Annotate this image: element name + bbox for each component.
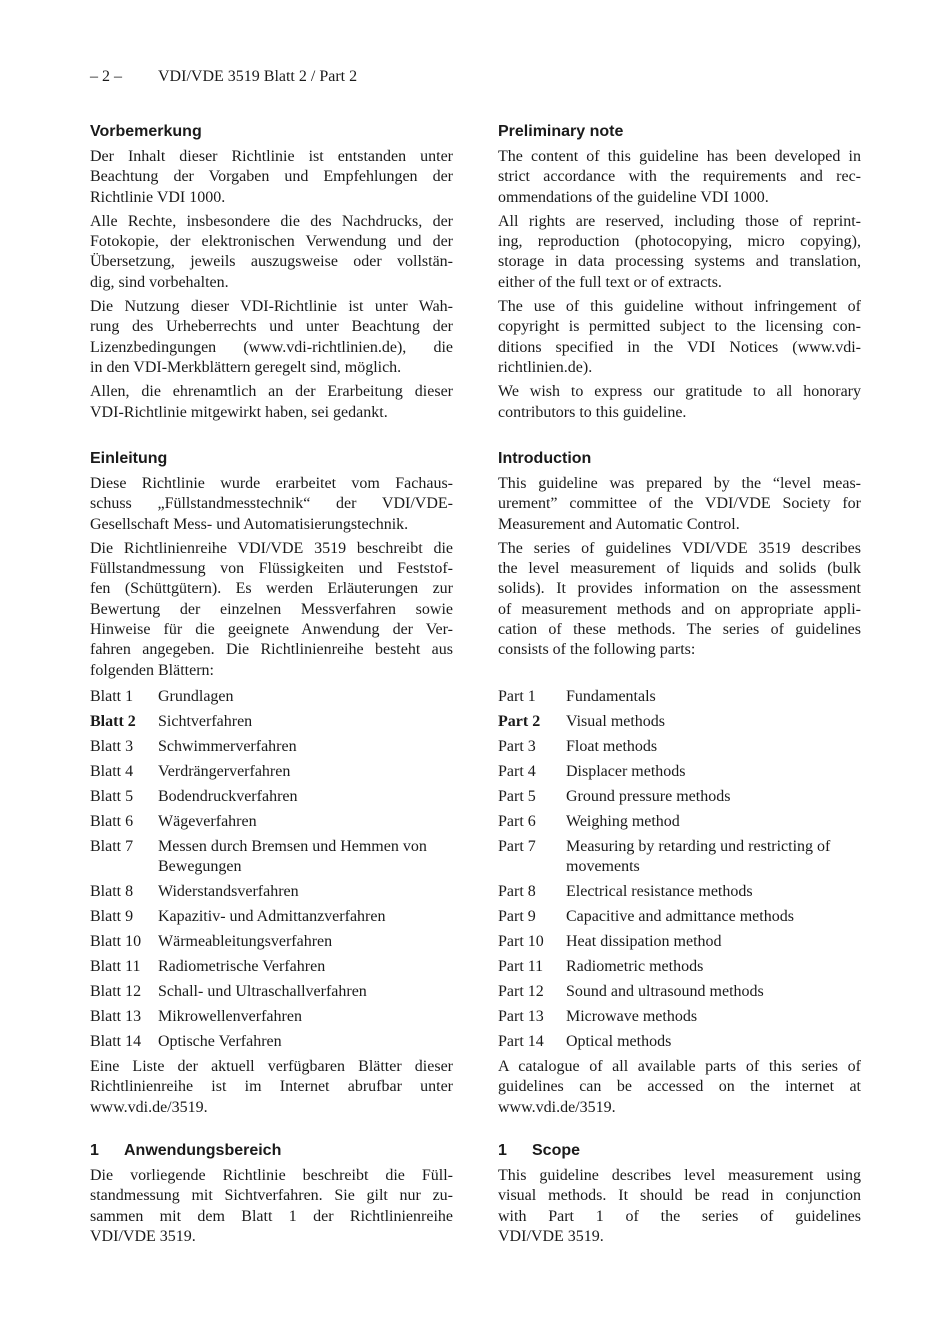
text-line: guidelines can be accessed on the internet at — [498, 1078, 861, 1096]
part-label: Part 7 — [498, 837, 536, 855]
part-label: Part 11 — [498, 958, 544, 976]
section-heading — [90, 449, 453, 469]
list-item — [90, 712, 453, 732]
section-heading — [90, 1141, 453, 1161]
list-item — [498, 957, 861, 977]
part-label: Blatt 10 — [90, 933, 142, 951]
list-item — [498, 1032, 861, 1052]
section-heading — [498, 1141, 861, 1161]
list-item — [90, 882, 453, 902]
paragraph — [90, 212, 453, 293]
section-scope — [498, 1141, 861, 1251]
text-line: solids). It provides information on the assessment — [498, 580, 861, 598]
part-title: Radiometrische Verfahren — [158, 958, 326, 976]
paragraph — [498, 382, 861, 423]
paragraph — [498, 1166, 861, 1247]
section-title: Anwendungsbereich — [124, 1142, 282, 1159]
text-line: Eine Liste der aktuell verfügbaren Blätter dieser — [90, 1058, 453, 1075]
paragraph — [498, 539, 861, 661]
section-heading — [90, 122, 453, 142]
section-title: Preliminary note — [498, 123, 624, 140]
list-item — [498, 982, 861, 1002]
list-item — [90, 687, 453, 707]
text-line: Bewertung der einzelnen Messverfahren sowie — [90, 600, 453, 618]
part-title: Microwave methods — [566, 1008, 698, 1026]
list-item — [498, 882, 861, 902]
list-item — [90, 932, 453, 952]
part-label: Blatt 11 — [90, 958, 141, 976]
paragraph — [498, 212, 861, 293]
text-line: Gesellschaft Mess- und Automatisierungstechnik. — [90, 515, 409, 533]
text-line: strict accordance with the requirements and rec- — [498, 168, 861, 186]
text-line: Füllstandmessung von Flüssigkeiten und Feststof- — [90, 560, 453, 578]
text-line: Diese Richtlinie wurde erarbeitet vom Fachaus- — [90, 475, 453, 492]
part-label: Blatt 7 — [90, 837, 134, 855]
section-title: Scope — [532, 1142, 581, 1159]
paragraph — [90, 147, 453, 208]
part-title: Schall- und Ultraschallverfahren — [158, 983, 367, 1001]
text-line: of measurement methods and on appropriate appli- — [498, 600, 861, 618]
text-line: VDI/VDE 3519. — [498, 1227, 604, 1245]
section-preliminary-note — [498, 122, 861, 427]
text-line: A catalogue of all available parts of this series of — [498, 1058, 861, 1075]
part-title: Bodendruckverfahren — [158, 787, 298, 805]
part-label: Blatt 6 — [90, 812, 134, 830]
text-line: Alle Rechte, insbesondere die des Nachdrucks, der — [90, 212, 453, 230]
text-line: ing, reproduction (photocopying, micro copying), — [498, 233, 861, 251]
list-item — [498, 787, 861, 807]
text-line: VDI/VDE 3519. — [90, 1227, 196, 1245]
list-item — [498, 907, 861, 927]
part-title: Verdrängerverfahren — [158, 762, 291, 780]
part-title: Wägeverfahren — [158, 812, 257, 830]
paragraph — [90, 474, 453, 535]
part-title: Radiometric methods — [566, 958, 704, 976]
parts-list-de — [90, 687, 453, 1057]
part-label: Part 6 — [498, 812, 536, 830]
list-item — [90, 737, 453, 757]
text-line: Die vorliegende Richtlinie beschreibt die Füll- — [90, 1167, 453, 1184]
text-line: rung des Urheberrechts und unter Beachtung der — [90, 318, 453, 336]
list-item — [90, 907, 453, 927]
section-heading — [498, 122, 861, 142]
catalog-note-en — [498, 1057, 861, 1122]
list-item — [498, 737, 861, 757]
part-title: Wärmeableitungsverfahren — [158, 933, 333, 951]
part-title: Schwimmerverfahren — [158, 737, 297, 755]
part-label: Blatt 5 — [90, 787, 134, 805]
text-line: richtlinien.de). — [498, 358, 593, 376]
part-label: Blatt 12 — [90, 983, 142, 1001]
text-line: fen (Schüttgütern). Es werden Erläuterungen zur — [90, 580, 453, 598]
text-line: the level measurement of liquids and solids (bulk — [498, 560, 861, 578]
list-item — [498, 1007, 861, 1027]
text-line: www.vdi.de/3519. — [498, 1098, 616, 1116]
text-line: urement” committee of the VDI/VDE Society for — [498, 495, 861, 513]
list-item — [498, 712, 861, 732]
parts-list-en — [498, 687, 861, 1057]
part-label: Blatt 3 — [90, 737, 134, 755]
part-title: Grundlagen — [158, 688, 234, 705]
section-title: Introduction — [498, 450, 592, 467]
part-label: Part 13 — [498, 1008, 544, 1026]
text-line: VDI-Richtlinie mitgewirkt haben, sei gedankt. — [90, 403, 388, 421]
list-item — [498, 762, 861, 782]
text-line: Fotokopie, der elektronischen Verwendung und der — [90, 233, 453, 251]
list-item — [498, 687, 861, 707]
page-number: – 2 – — [90, 68, 122, 85]
text-line: ditions specified in the VDI Notices (www.vdi- — [498, 338, 861, 356]
section-title: Einleitung — [90, 450, 168, 467]
text-line: Übersetzung, jeweils auszugsweise oder vollstän- — [90, 253, 453, 271]
part-label: Blatt 4 — [90, 762, 134, 780]
section-number: 1 — [498, 1142, 507, 1159]
part-title: Capacitive and admittance methods — [566, 908, 794, 926]
paragraph — [90, 297, 453, 378]
list-item — [90, 1007, 453, 1027]
document-title: VDI/VDE 3519 Blatt 2 / Part 2 — [158, 68, 358, 85]
text-line: folgenden Blättern: — [90, 661, 214, 679]
part-label: Part 10 — [498, 933, 544, 951]
part-title: Weighing method — [566, 812, 680, 830]
text-line: Hinweise für die geeignete Anwendung der Ver- — [90, 621, 453, 639]
list-item — [498, 932, 861, 952]
part-label: Part 3 — [498, 737, 536, 755]
list-item — [498, 812, 861, 832]
text-line: Allen, die ehrenamtlich an der Erarbeitung dieser — [90, 383, 453, 401]
part-label: Blatt 9 — [90, 908, 134, 926]
text-line: standmessung mit Sichtverfahren. Sie gilt nur zu- — [90, 1187, 453, 1205]
part-title: Ground pressure methods — [566, 787, 731, 805]
part-title: Fundamentals — [566, 688, 656, 705]
text-line: This guideline describes level measurement using — [498, 1167, 861, 1184]
list-item — [90, 982, 453, 1002]
part-label: Blatt 8 — [90, 883, 134, 901]
part-title: Heat dissipation method — [566, 933, 722, 951]
text-line: consists of the following parts: — [498, 641, 696, 659]
text-line: sammen mit dem Blatt 1 der Richtlinienreihe — [90, 1207, 453, 1225]
text-line: www.vdi.de/3519. — [90, 1098, 208, 1116]
text-line: fahren angegeben. Die Richtlinienreihe besteht aus — [90, 641, 453, 659]
list-item — [498, 837, 861, 878]
paragraph — [90, 1166, 453, 1247]
part-label: Part 1 — [498, 688, 536, 705]
text-line: Beachtung der Vorgaben und Empfehlungen der — [90, 168, 453, 186]
paragraph — [90, 382, 453, 423]
page-header — [90, 68, 357, 86]
text-line: Lizenzbedingungen (www.vdi-richtlinien.de), die — [90, 338, 453, 356]
list-item — [90, 787, 453, 807]
part-title: Optische Verfahren — [158, 1033, 282, 1051]
part-label: Blatt 13 — [90, 1008, 142, 1026]
part-label: Part 5 — [498, 787, 536, 805]
text-line: Der Inhalt dieser Richtlinie ist entstanden unter — [90, 148, 453, 165]
part-label: Part 14 — [498, 1033, 544, 1051]
text-line: storage in data processing systems and translation, — [498, 253, 861, 271]
paragraph — [498, 297, 861, 378]
section-anwendungsbereich — [90, 1141, 453, 1251]
part-label: Blatt 2 — [90, 712, 136, 730]
text-line: schuss „Füllstandmesstechnik“ der VDI/VDE- — [90, 495, 453, 513]
part-title: Optical methods — [566, 1033, 672, 1051]
list-item — [90, 837, 453, 878]
text-line: contributors to this guideline. — [498, 403, 687, 421]
part-title: Float methods — [566, 737, 658, 755]
text-line: dig, sind vorbehalten. — [90, 273, 229, 291]
part-label: Part 9 — [498, 908, 536, 926]
section-introduction — [498, 449, 861, 665]
part-title: Visual methods — [566, 712, 666, 730]
part-title: Widerstandsverfahren — [158, 883, 299, 901]
text-line: in den VDI-Merkblättern geregelt sind, möglich. — [90, 358, 402, 376]
text-line: The content of this guideline has been developed in — [498, 148, 861, 165]
part-title: Displacer methods — [566, 762, 686, 780]
section-vorbemerkung — [90, 122, 453, 427]
part-label: Blatt 1 — [90, 688, 134, 705]
text-line: We wish to express our gratitude to all honorary — [498, 383, 861, 401]
part-label: Blatt 14 — [90, 1033, 142, 1051]
part-label: Part 8 — [498, 883, 536, 901]
section-einleitung — [90, 449, 453, 685]
text-line: This guideline was prepared by the “level meas- — [498, 475, 861, 492]
list-item — [90, 812, 453, 832]
paragraph — [498, 474, 861, 535]
part-title: Sound and ultrasound methods — [566, 983, 764, 1001]
paragraph — [90, 1057, 453, 1118]
text-line: Die Nutzung dieser VDI-Richtlinie ist unter Wah- — [90, 298, 453, 316]
text-line: either of the full text or of extracts. — [498, 273, 722, 291]
part-title: Sichtverfahren — [158, 712, 253, 730]
section-title: Vorbemerkung — [90, 123, 202, 140]
text-line: visual methods. It should be read in conjunction — [498, 1187, 861, 1205]
section-heading — [498, 449, 861, 469]
part-title: Mikrowellenverfahren — [158, 1008, 302, 1026]
part-title: Measuring by retarding und restricting of movements — [566, 837, 831, 876]
text-line: Measurement and Automatic Control. — [498, 515, 740, 533]
text-line: cation of these methods. The series of guidelines — [498, 621, 861, 639]
text-line: Die Richtlinienreihe VDI/VDE 3519 beschreibt die — [90, 539, 453, 557]
list-item — [90, 1032, 453, 1052]
part-label: Part 2 — [498, 712, 541, 730]
paragraph — [498, 1057, 861, 1118]
part-label: Part 4 — [498, 762, 536, 780]
text-line: All rights are reserved, including those of reprint- — [498, 212, 861, 230]
part-title: Electrical resistance methods — [566, 883, 753, 901]
list-item — [90, 957, 453, 977]
part-title: Kapazitiv- und Admittanzverfahren — [158, 908, 386, 926]
section-number: 1 — [90, 1142, 99, 1159]
text-line: with Part 1 of the series of guidelines — [498, 1207, 861, 1225]
text-line: The series of guidelines VDI/VDE 3519 describes — [498, 539, 861, 557]
list-item — [90, 762, 453, 782]
paragraph — [90, 539, 453, 681]
text-line: ommendations of the guideline VDI 1000. — [498, 188, 769, 206]
text-line: Richtlinie VDI 1000. — [90, 188, 226, 206]
part-title: Messen durch Bremsen und Hemmen von Bewegungen — [158, 837, 427, 876]
text-line: copyright is permitted subject to the licensing con- — [498, 318, 861, 336]
part-label: Part 12 — [498, 983, 544, 1001]
text-line: The use of this guideline without infringement of — [498, 298, 861, 316]
catalog-note-de — [90, 1057, 453, 1122]
paragraph — [498, 147, 861, 208]
text-line: Richtlinienreihe ist im Internet abrufbar unter — [90, 1078, 453, 1096]
